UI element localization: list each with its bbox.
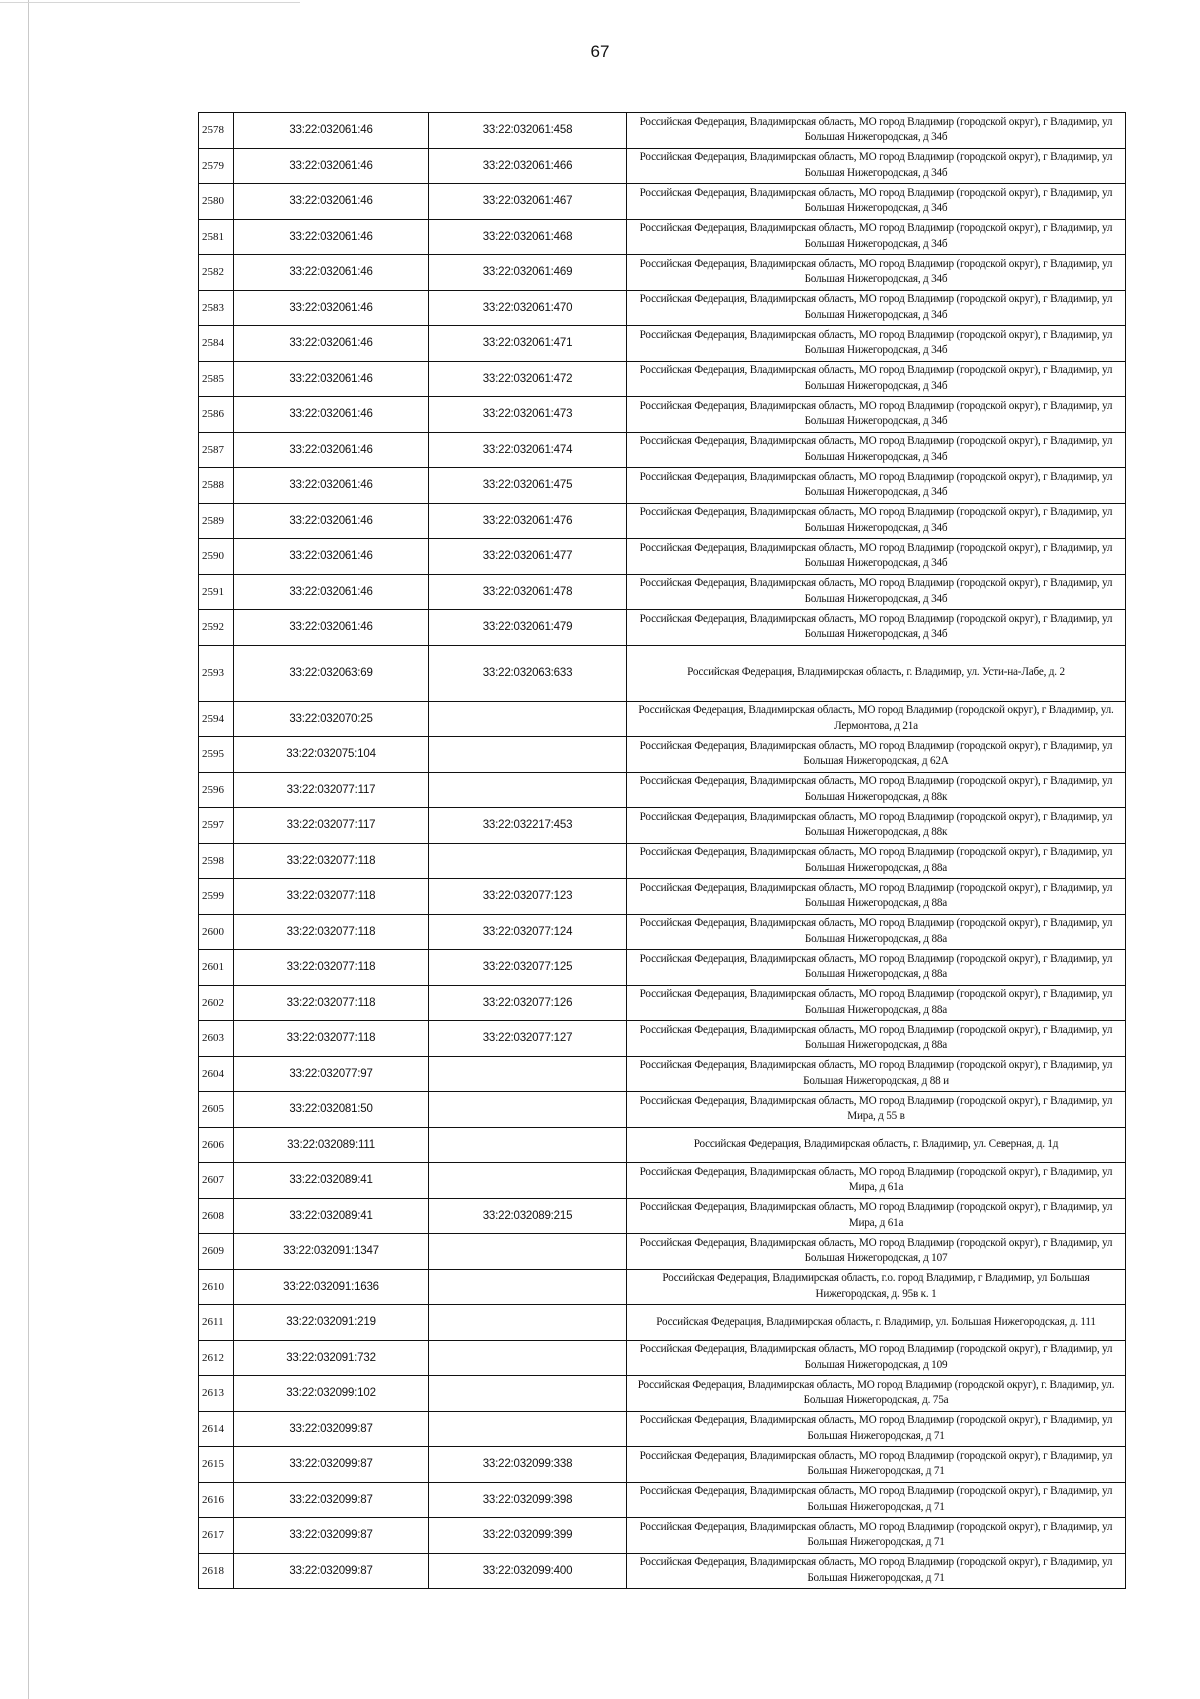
- parcel-number-cell: 33:22:032061:46: [234, 148, 429, 184]
- table-row: [199, 879, 1126, 915]
- address-cell: Российская Федерация, Владимирская область, МО город Владимир (городской округ), г Владимир, ул Большая Нижегородская, д 71: [627, 1447, 1126, 1483]
- address-cell: Российская Федерация, Владимирская область, МО город Владимир (городской округ), г Владимир, ул Большая Нижегородская, д 34б: [627, 255, 1126, 291]
- parcel-number-cell: 33:22:032061:46: [234, 326, 429, 362]
- row-number-cell: 2608: [199, 1198, 234, 1234]
- parcel-number-cell: 33:22:032061:46: [234, 255, 429, 291]
- building-number-cell: 33:22:032089:215: [429, 1198, 627, 1234]
- table-row: [199, 1269, 1126, 1305]
- address-cell: Российская Федерация, Владимирская область, МО город Владимир (городской округ), г Владимир, ул Мира, д 61а: [627, 1163, 1126, 1199]
- page-number: 67: [590, 42, 610, 61]
- row-number-cell: 2600: [199, 914, 234, 950]
- building-number-cell: 33:22:032061:477: [429, 539, 627, 575]
- address-cell: Российская Федерация, Владимирская область, МО город Владимир (городской округ), г Владимир, ул Большая Нижегородская, д 34б: [627, 397, 1126, 433]
- table-row: [199, 1411, 1126, 1447]
- row-number-cell: 2593: [199, 645, 234, 701]
- address-cell: Российская Федерация, Владимирская область, МО город Владимир (городской округ), г Владимир, ул Большая Нижегородская, д 88к: [627, 772, 1126, 808]
- parcel-number-cell: 33:22:032061:46: [234, 290, 429, 326]
- building-number-cell: 33:22:032061:467: [429, 184, 627, 220]
- row-number-cell: 2610: [199, 1269, 234, 1305]
- parcel-number-cell: 33:22:032089:111: [234, 1127, 429, 1163]
- table-row: [199, 1553, 1126, 1589]
- table-row: [199, 432, 1126, 468]
- row-number-cell: 2579: [199, 148, 234, 184]
- address-cell: Российская Федерация, Владимирская область, МО город Владимир (городской округ), г Владимир, ул Большая Нижегородская, д 71: [627, 1553, 1126, 1589]
- table-row: [199, 468, 1126, 504]
- building-number-cell: [429, 843, 627, 879]
- building-number-cell: 33:22:032099:338: [429, 1447, 627, 1483]
- table-row: [199, 808, 1126, 844]
- parcel-number-cell: 33:22:032099:87: [234, 1553, 429, 1589]
- registry-table: [198, 112, 1126, 1589]
- table-row: [199, 1021, 1126, 1057]
- parcel-number-cell: 33:22:032091:732: [234, 1340, 429, 1376]
- row-number-cell: 2603: [199, 1021, 234, 1057]
- parcel-number-cell: 33:22:032089:41: [234, 1163, 429, 1199]
- table-row: [199, 1092, 1126, 1128]
- row-number-cell: 2592: [199, 610, 234, 646]
- row-number-cell: 2598: [199, 843, 234, 879]
- building-number-cell: 33:22:032099:400: [429, 1553, 627, 1589]
- building-number-cell: 33:22:032061:471: [429, 326, 627, 362]
- building-number-cell: 33:22:032077:123: [429, 879, 627, 915]
- parcel-number-cell: 33:22:032061:46: [234, 610, 429, 646]
- parcel-number-cell: 33:22:032077:118: [234, 843, 429, 879]
- parcel-number-cell: 33:22:032061:46: [234, 184, 429, 220]
- row-number-cell: 2617: [199, 1518, 234, 1554]
- table-row: [199, 539, 1126, 575]
- address-cell: Российская Федерация, Владимирская область, МО город Владимир (городской округ), г Владимир, ул Большая Нижегородская, д 62А: [627, 737, 1126, 773]
- row-number-cell: 2612: [199, 1340, 234, 1376]
- building-number-cell: [429, 737, 627, 773]
- building-number-cell: [429, 1163, 627, 1199]
- parcel-number-cell: 33:22:032061:46: [234, 219, 429, 255]
- row-number-cell: 2595: [199, 737, 234, 773]
- table-row: [199, 701, 1126, 737]
- table-row: [199, 184, 1126, 220]
- scan-edge-left: [28, 0, 29, 1699]
- address-cell: Российская Федерация, Владимирская область, МО город Владимир (городской округ), г Владимир, ул Большая Нижегородская, д 34б: [627, 610, 1126, 646]
- parcel-number-cell: 33:22:032070:25: [234, 701, 429, 737]
- building-number-cell: [429, 1056, 627, 1092]
- row-number-cell: 2602: [199, 985, 234, 1021]
- building-number-cell: 33:22:032061:469: [429, 255, 627, 291]
- table-row: [199, 914, 1126, 950]
- address-cell: Российская Федерация, Владимирская область, МО город Владимир (городской округ), г Владимир, ул Большая Нижегородская, д 34б: [627, 290, 1126, 326]
- row-number-cell: 2597: [199, 808, 234, 844]
- building-number-cell: [429, 1234, 627, 1270]
- parcel-number-cell: 33:22:032077:118: [234, 879, 429, 915]
- building-number-cell: 33:22:032217:453: [429, 808, 627, 844]
- table-row: [199, 1482, 1126, 1518]
- parcel-number-cell: 33:22:032063:69: [234, 645, 429, 701]
- building-number-cell: [429, 1376, 627, 1412]
- table-row: [199, 950, 1126, 986]
- address-cell: Российская Федерация, Владимирская область, МО город Владимир (городской округ), г Владимир, ул Мира, д 55 в: [627, 1092, 1126, 1128]
- address-cell: Российская Федерация, Владимирская область, МО город Владимир (городской округ), г Владимир, ул Большая Нижегородская, д 34б: [627, 574, 1126, 610]
- parcel-number-cell: 33:22:032099:87: [234, 1518, 429, 1554]
- parcel-number-cell: 33:22:032091:219: [234, 1305, 429, 1341]
- building-number-cell: 33:22:032061:479: [429, 610, 627, 646]
- table-row: [199, 503, 1126, 539]
- address-cell: Российская Федерация, Владимирская область, МО город Владимир (городской округ), г. Владимир, ул. Большая Нижегородская, д. 75а: [627, 1376, 1126, 1412]
- address-cell: Российская Федерация, Владимирская область, МО город Владимир (городской округ), г Владимир, ул Большая Нижегородская, д 88а: [627, 879, 1126, 915]
- table-row: [199, 397, 1126, 433]
- parcel-number-cell: 33:22:032077:117: [234, 808, 429, 844]
- address-cell: Российская Федерация, Владимирская область, МО город Владимир (городской округ), г Владимир, ул Большая Нижегородская, д 71: [627, 1518, 1126, 1554]
- building-number-cell: 33:22:032061:476: [429, 503, 627, 539]
- row-number-cell: 2605: [199, 1092, 234, 1128]
- parcel-number-cell: 33:22:032077:118: [234, 1021, 429, 1057]
- address-cell: Российская Федерация, Владимирская область, МО город Владимир (городской округ), г Владимир, ул Большая Нижегородская, д 109: [627, 1340, 1126, 1376]
- building-number-cell: 33:22:032061:466: [429, 148, 627, 184]
- row-number-cell: 2587: [199, 432, 234, 468]
- address-cell: Российская Федерация, Владимирская область, МО город Владимир (городской округ), г Владимир, ул Большая Нижегородская, д 34б: [627, 539, 1126, 575]
- table-row: [199, 772, 1126, 808]
- building-number-cell: 33:22:032061:470: [429, 290, 627, 326]
- building-number-cell: 33:22:032061:475: [429, 468, 627, 504]
- row-number-cell: 2591: [199, 574, 234, 610]
- table-row: [199, 1447, 1126, 1483]
- parcel-number-cell: 33:22:032075:104: [234, 737, 429, 773]
- address-cell: Российская Федерация, Владимирская область, МО город Владимир (городской округ), г Владимир, ул Большая Нижегородская, д 34б: [627, 219, 1126, 255]
- row-number-cell: 2614: [199, 1411, 234, 1447]
- parcel-number-cell: 33:22:032077:118: [234, 950, 429, 986]
- address-cell: Российская Федерация, Владимирская область, МО город Владимир (городской округ), г Владимир, ул Большая Нижегородская, д 107: [627, 1234, 1126, 1270]
- building-number-cell: 33:22:032099:398: [429, 1482, 627, 1518]
- parcel-number-cell: 33:22:032099:102: [234, 1376, 429, 1412]
- parcel-number-cell: 33:22:032061:46: [234, 397, 429, 433]
- row-number-cell: 2596: [199, 772, 234, 808]
- parcel-number-cell: 33:22:032089:41: [234, 1198, 429, 1234]
- table-row: [199, 843, 1126, 879]
- row-number-cell: 2606: [199, 1127, 234, 1163]
- address-cell: Российская Федерация, Владимирская область, г. Владимир, ул. Северная, д. 1д: [627, 1127, 1126, 1163]
- building-number-cell: 33:22:032077:127: [429, 1021, 627, 1057]
- table-row: [199, 1340, 1126, 1376]
- row-number-cell: 2615: [199, 1447, 234, 1483]
- row-number-cell: 2582: [199, 255, 234, 291]
- building-number-cell: [429, 1411, 627, 1447]
- row-number-cell: 2588: [199, 468, 234, 504]
- address-cell: Российская Федерация, Владимирская область, МО город Владимир (городской округ), г Владимир, ул Большая Нижегородская, д 88а: [627, 843, 1126, 879]
- table-row: [199, 1127, 1126, 1163]
- building-number-cell: [429, 1092, 627, 1128]
- parcel-number-cell: 33:22:032061:46: [234, 361, 429, 397]
- table-row: [199, 985, 1126, 1021]
- address-cell: Российская Федерация, Владимирская область, МО город Владимир (городской округ), г Владимир, ул Большая Нижегородская, д 71: [627, 1482, 1126, 1518]
- parcel-number-cell: 33:22:032061:46: [234, 468, 429, 504]
- address-cell: Российская Федерация, Владимирская область, МО город Владимир (городской округ), г Владимир, ул Большая Нижегородская, д 88 и: [627, 1056, 1126, 1092]
- table-row: [199, 737, 1126, 773]
- row-number-cell: 2616: [199, 1482, 234, 1518]
- building-number-cell: 33:22:032061:458: [429, 113, 627, 149]
- parcel-number-cell: 33:22:032061:46: [234, 432, 429, 468]
- parcel-number-cell: 33:22:032091:1636: [234, 1269, 429, 1305]
- parcel-number-cell: 33:22:032077:118: [234, 985, 429, 1021]
- table-row: [199, 610, 1126, 646]
- parcel-number-cell: 33:22:032081:50: [234, 1092, 429, 1128]
- table-row: [199, 1376, 1126, 1412]
- row-number-cell: 2584: [199, 326, 234, 362]
- row-number-cell: 2601: [199, 950, 234, 986]
- parcel-number-cell: 33:22:032061:46: [234, 539, 429, 575]
- building-number-cell: [429, 1127, 627, 1163]
- table-row: [199, 290, 1126, 326]
- row-number-cell: 2609: [199, 1234, 234, 1270]
- row-number-cell: 2607: [199, 1163, 234, 1199]
- parcel-number-cell: 33:22:032061:46: [234, 503, 429, 539]
- address-cell: Российская Федерация, Владимирская область, МО город Владимир (городской округ), г Владимир, ул Большая Нижегородская, д 34б: [627, 184, 1126, 220]
- row-number-cell: 2599: [199, 879, 234, 915]
- building-number-cell: 33:22:032061:473: [429, 397, 627, 433]
- address-cell: Российская Федерация, Владимирская область, МО город Владимир (городской округ), г Владимир, ул Большая Нижегородская, д 88а: [627, 1021, 1126, 1057]
- row-number-cell: 2594: [199, 701, 234, 737]
- parcel-number-cell: 33:22:032091:1347: [234, 1234, 429, 1270]
- address-cell: Российская Федерация, Владимирская область, МО город Владимир (городской округ), г Владимир, ул Большая Нижегородская, д 88а: [627, 914, 1126, 950]
- address-cell: Российская Федерация, Владимирская область, МО город Владимир (городской округ), г Владимир, ул Большая Нижегородская, д 71: [627, 1411, 1126, 1447]
- row-number-cell: 2585: [199, 361, 234, 397]
- registry-table-body: [199, 113, 1126, 1589]
- address-cell: Российская Федерация, Владимирская область, МО город Владимир (городской округ), г Владимир, ул Большая Нижегородская, д 88к: [627, 808, 1126, 844]
- table-row: [199, 113, 1126, 149]
- parcel-number-cell: 33:22:032077:118: [234, 914, 429, 950]
- table-row: [199, 1518, 1126, 1554]
- address-cell: Российская Федерация, Владимирская область, г. Владимир, ул. Усти-на-Лабе, д. 2: [627, 645, 1126, 701]
- building-number-cell: 33:22:032061:468: [429, 219, 627, 255]
- table-row: [199, 219, 1126, 255]
- table-row: [199, 1163, 1126, 1199]
- address-cell: Российская Федерация, Владимирская область, МО город Владимир (городской округ), г Владимир, ул Большая Нижегородская, д 34б: [627, 432, 1126, 468]
- row-number-cell: 2589: [199, 503, 234, 539]
- address-cell: Российская Федерация, Владимирская область, МО город Владимир (городской округ), г Владимир, ул Мира, д 61а: [627, 1198, 1126, 1234]
- table-row: [199, 326, 1126, 362]
- row-number-cell: 2581: [199, 219, 234, 255]
- parcel-number-cell: 33:22:032061:46: [234, 113, 429, 149]
- address-cell: Российская Федерация, Владимирская область, МО город Владимир (городской округ), г Владимир, ул Большая Нижегородская, д 34б: [627, 113, 1126, 149]
- parcel-number-cell: 33:22:032099:87: [234, 1411, 429, 1447]
- parcel-number-cell: 33:22:032077:117: [234, 772, 429, 808]
- building-number-cell: 33:22:032077:125: [429, 950, 627, 986]
- parcel-number-cell: 33:22:032061:46: [234, 574, 429, 610]
- address-cell: Российская Федерация, Владимирская область, г. Владимир, ул. Большая Нижегородская, д. 111: [627, 1305, 1126, 1341]
- address-cell: Российская Федерация, Владимирская область, МО город Владимир (городской округ), г Владимир, ул. Лермонтова, д 21а: [627, 701, 1126, 737]
- address-cell: Российская Федерация, Владимирская область, МО город Владимир (городской округ), г Владимир, ул Большая Нижегородская, д 34б: [627, 468, 1126, 504]
- scan-edge-top: [0, 2, 300, 3]
- building-number-cell: 33:22:032061:474: [429, 432, 627, 468]
- table-row: [199, 645, 1126, 701]
- building-number-cell: [429, 1305, 627, 1341]
- address-cell: Российская Федерация, Владимирская область, МО город Владимир (городской округ), г Владимир, ул Большая Нижегородская, д 34б: [627, 148, 1126, 184]
- table-row: [199, 1056, 1126, 1092]
- building-number-cell: 33:22:032099:399: [429, 1518, 627, 1554]
- table-row: [199, 1305, 1126, 1341]
- row-number-cell: 2578: [199, 113, 234, 149]
- table-row: [199, 1234, 1126, 1270]
- parcel-number-cell: 33:22:032077:97: [234, 1056, 429, 1092]
- building-number-cell: 33:22:032061:472: [429, 361, 627, 397]
- address-cell: Российская Федерация, Владимирская область, МО город Владимир (городской округ), г Владимир, ул Большая Нижегородская, д 34б: [627, 361, 1126, 397]
- table-row: [199, 574, 1126, 610]
- building-number-cell: [429, 1340, 627, 1376]
- building-number-cell: 33:22:032061:478: [429, 574, 627, 610]
- table-row: [199, 1198, 1126, 1234]
- address-cell: Российская Федерация, Владимирская область, МО город Владимир (городской округ), г Владимир, ул Большая Нижегородская, д 34б: [627, 326, 1126, 362]
- address-cell: Российская Федерация, Владимирская область, г.о. город Владимир, г Владимир, ул Большая Нижегородская, д. 95в к. 1: [627, 1269, 1126, 1305]
- table-row: [199, 361, 1126, 397]
- building-number-cell: [429, 1269, 627, 1305]
- building-number-cell: 33:22:032077:124: [429, 914, 627, 950]
- row-number-cell: 2618: [199, 1553, 234, 1589]
- row-number-cell: 2613: [199, 1376, 234, 1412]
- row-number-cell: 2611: [199, 1305, 234, 1341]
- row-number-cell: 2580: [199, 184, 234, 220]
- address-cell: Российская Федерация, Владимирская область, МО город Владимир (городской округ), г Владимир, ул Большая Нижегородская, д 34б: [627, 503, 1126, 539]
- row-number-cell: 2586: [199, 397, 234, 433]
- building-number-cell: [429, 772, 627, 808]
- table-row: [199, 148, 1126, 184]
- building-number-cell: [429, 701, 627, 737]
- row-number-cell: 2583: [199, 290, 234, 326]
- parcel-number-cell: 33:22:032099:87: [234, 1447, 429, 1483]
- address-cell: Российская Федерация, Владимирская область, МО город Владимир (городской округ), г Владимир, ул Большая Нижегородская, д 88а: [627, 950, 1126, 986]
- building-number-cell: 33:22:032063:633: [429, 645, 627, 701]
- row-number-cell: 2604: [199, 1056, 234, 1092]
- row-number-cell: 2590: [199, 539, 234, 575]
- table-row: [199, 255, 1126, 291]
- building-number-cell: 33:22:032077:126: [429, 985, 627, 1021]
- parcel-number-cell: 33:22:032099:87: [234, 1482, 429, 1518]
- address-cell: Российская Федерация, Владимирская область, МО город Владимир (городской округ), г Владимир, ул Большая Нижегородская, д 88а: [627, 985, 1126, 1021]
